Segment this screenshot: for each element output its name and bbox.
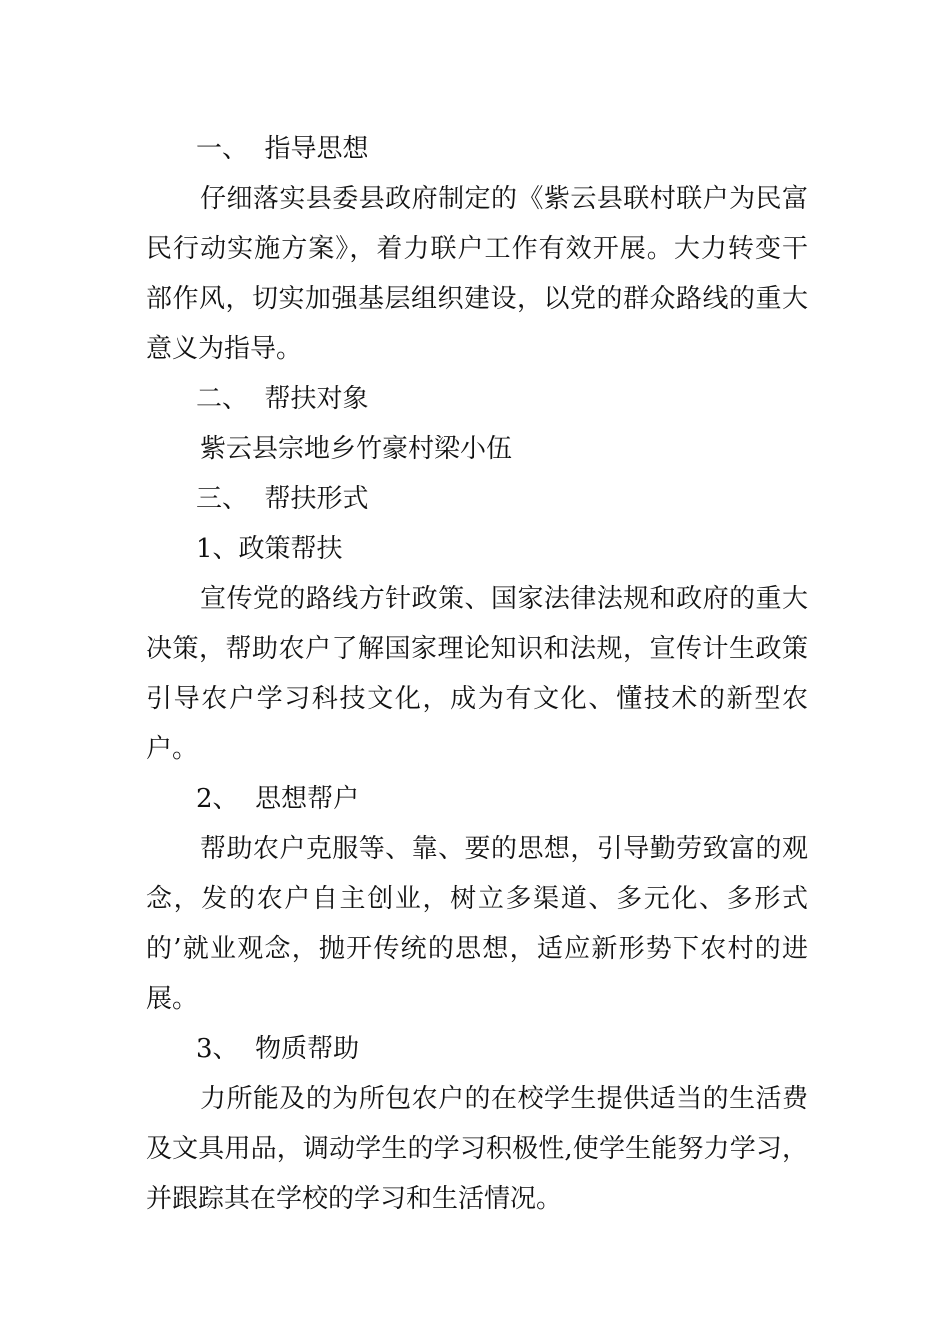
document-body bbox=[146, 124, 808, 1224]
subheading-material-assistance: 3、 物质帮助 bbox=[196, 1034, 360, 1064]
section-heading-assistance-forms: 三、 帮扶形式 bbox=[196, 484, 369, 514]
paragraph-material-assistance: 力所能及的为所包农户的在校学生提供适当的生活费及文具用品，调动学生的学习积极性,使学生能努力学习，并跟踪其在学校的学习和生活情况。 bbox=[146, 1084, 808, 1214]
subheading-ideological-assistance: 2、 思想帮户 bbox=[196, 784, 360, 814]
section-heading-guiding-thought: 一、 指导思想 bbox=[196, 134, 369, 164]
paragraph-ideological-assistance: 帮助农户克服等、靠、要的思想，引导勤劳致富的观念，发的农户自主创业，树立多渠道、多元化、多形式的’就业观念，抛开传统的思想，适应新形势下农村的进展。 bbox=[146, 834, 808, 1014]
paragraph-assistance-target: 紫云县宗地乡竹豪村梁小伍 bbox=[200, 434, 513, 464]
paragraph-guiding-thought: 仔细落实县委县政府制定的《紫云县联村联户为民富民行动实施方案》，着力联户工作有效开展。大力转变干部作风，切实加强基层组织建设，以党的群众路线的重大意义为指导。 bbox=[146, 184, 808, 364]
subheading-policy-assistance: 1、政策帮扶 bbox=[196, 534, 343, 564]
section-heading-assistance-target: 二、 帮扶对象 bbox=[196, 384, 369, 414]
paragraph-policy-assistance: 宣传党的路线方针政策、国家法律法规和政府的重大决策，帮助农户了解国家理论知识和法规，宣传计生政策引导农户学习科技文化，成为有文化、懂技术的新型农户。 bbox=[146, 584, 808, 764]
